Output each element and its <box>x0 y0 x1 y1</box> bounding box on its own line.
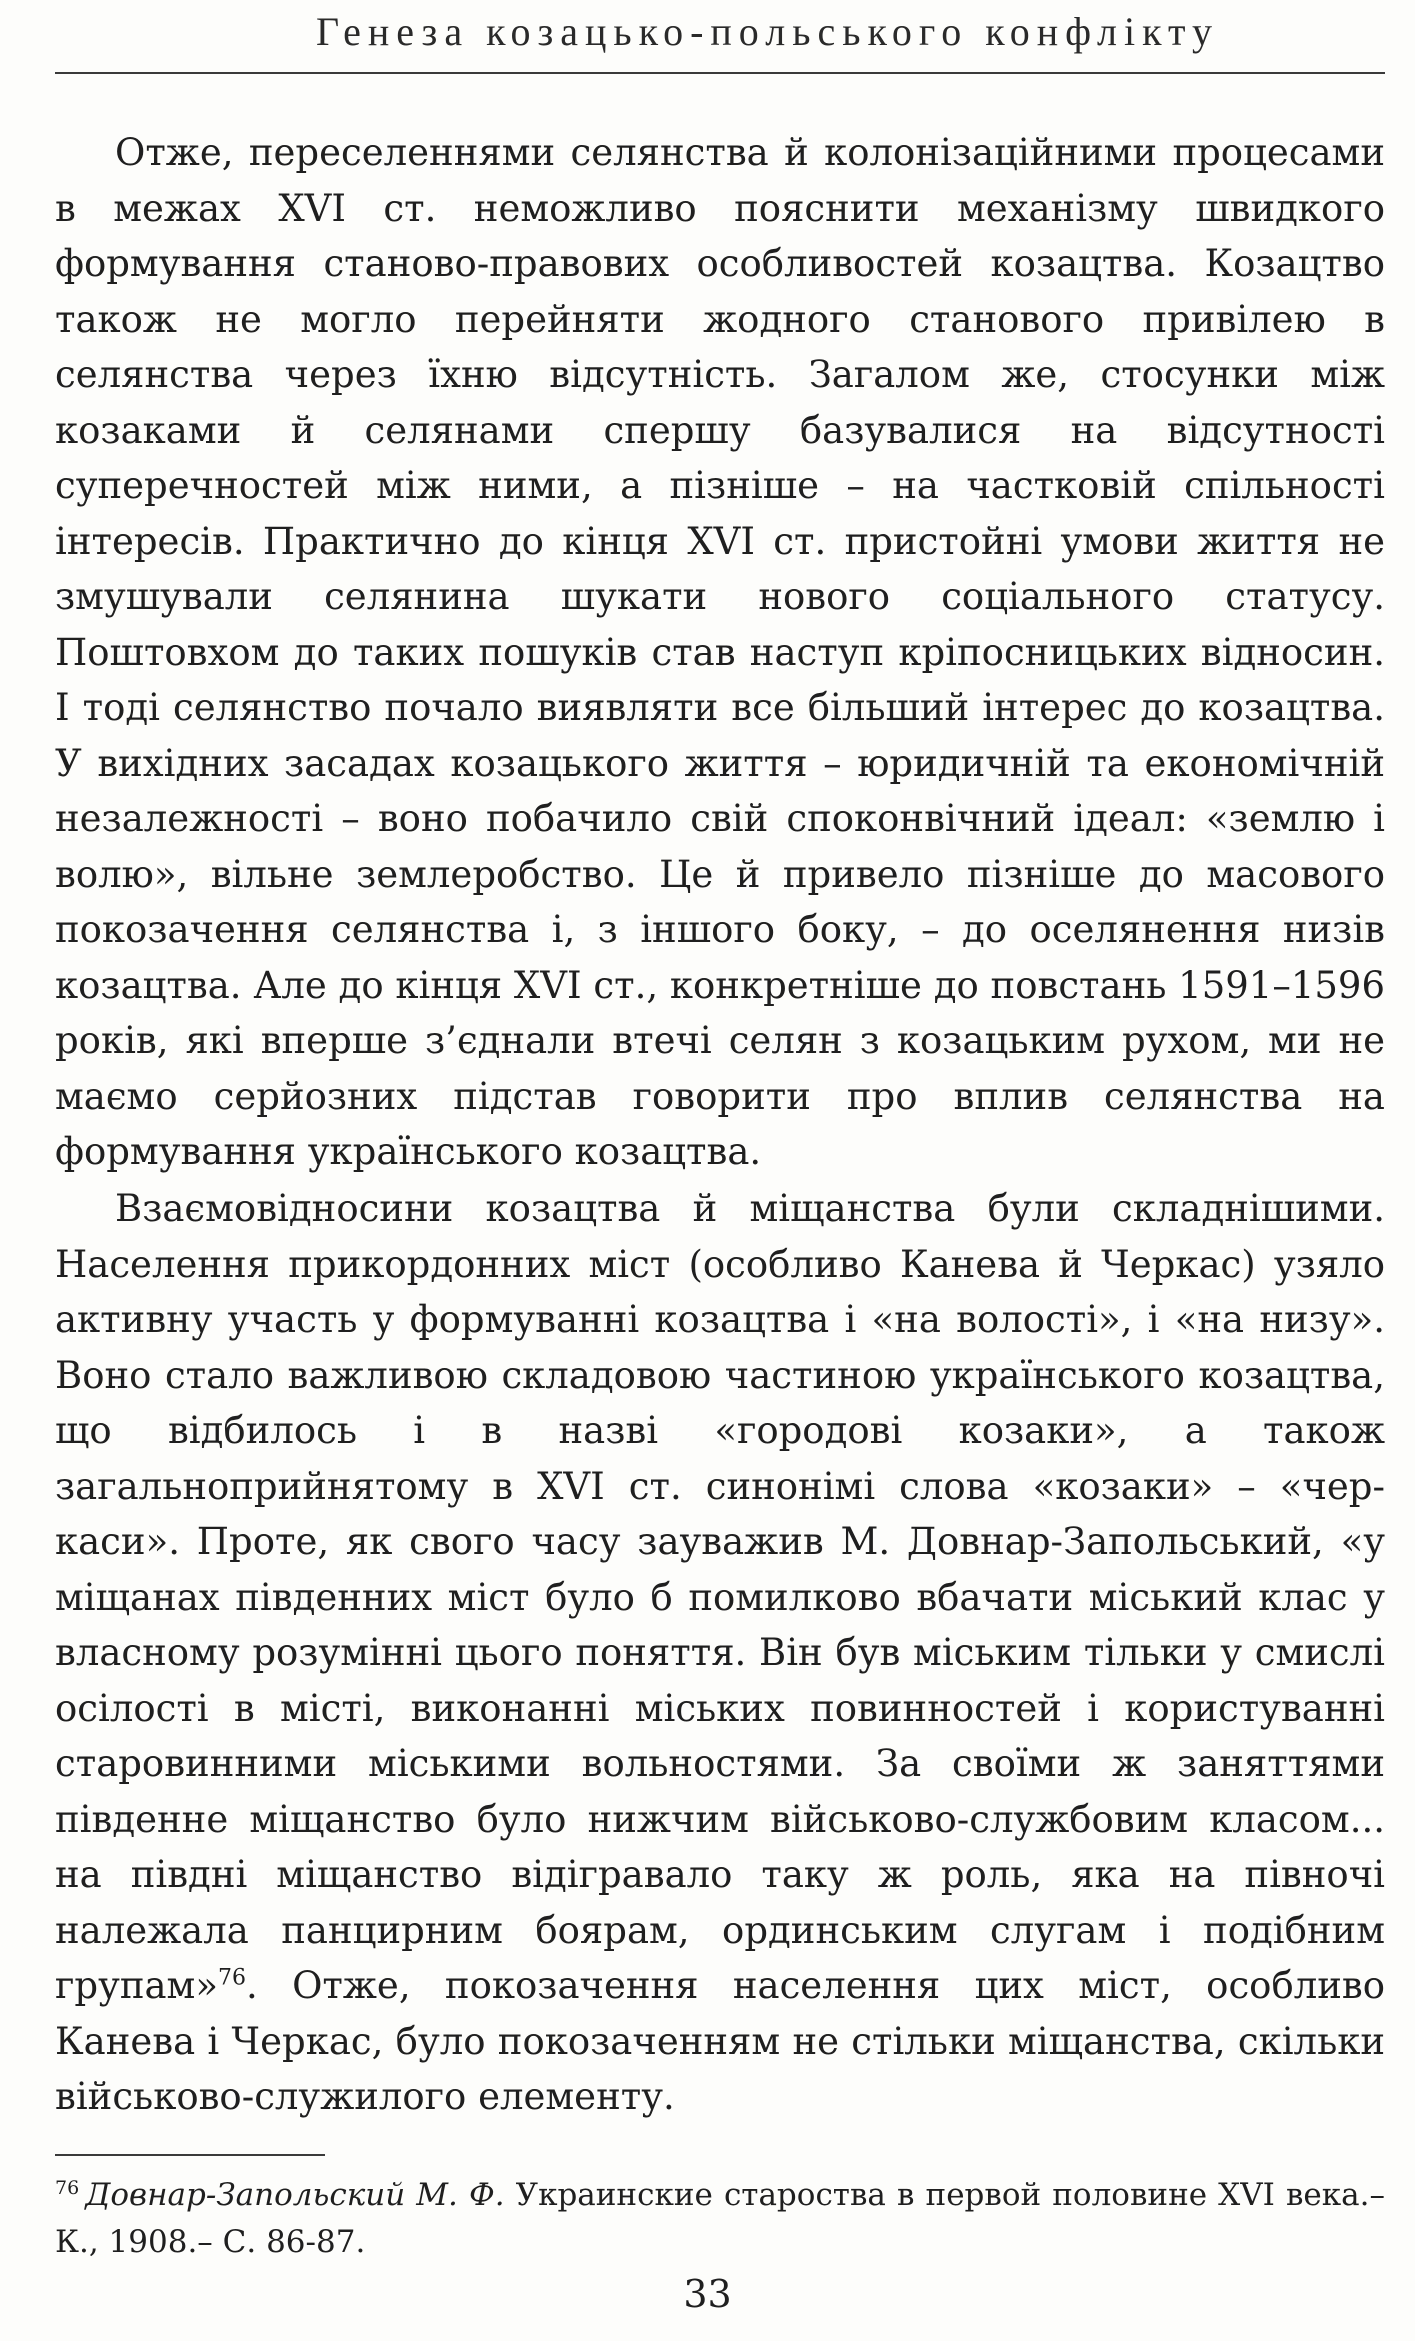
running-header-title: Генеза козацько-польського конфлікту <box>316 9 1219 54</box>
page-number: 33 <box>683 2272 732 2316</box>
footnote-rule <box>55 2154 325 2156</box>
main-text <box>55 125 1385 2125</box>
paragraph-2-text: Взаємовідносини козацтва й міщанства були складнішими. Населення прикордонних міст (особливо Канева й Черкас) узяло активну участь у формуванні козацтва і «на волості», і «на низу». Воно стало важливою складовою частиною українського козацтва, що відбилось і в назві «городові козаки», а також загальноприйнятому в XVI ст. синонімі слова «козаки» – «черкаси». Проте, як свого часу зауважив М. Довнар-Запольський, «у міщанах південних міст було б помилково вбачати міський клас у власному розумінні цього поняття. Він був міським тільки у смислі осілості в місті, виконанні міських повинностей і користуванні старовинними міськими вольностями. За своїми ж заняттями південне міщанство було нижчим військово-службовим класом... на півдні міщанство відігравало таку ж роль, яка на півночі належала панцирним боярам, ординським слугам і подібним групам» <box>55 1187 1385 2007</box>
footnote-author: Довнар-Запольский М. Ф. <box>85 2177 505 2213</box>
header-rule <box>55 72 1385 74</box>
paragraph-1: Отже, переселеннями селянства й колонізаційними процесами в межах XVI ст. неможливо пояснити механізму швидкого формування станово-правових особливостей козацтва. Козацтво також не могло перейняти жодного станового привілею в селянства через їхню відсутність. Загалом же, стосунки між козаками й селянами спершу базувалися на відсутності суперечностей між ними, а пізніше – на частковій спільності інтересів. Практично до кінця XVI ст. пристойні умови життя не змушували селянина шукати нового соціального статусу. Поштовхом до таких пошуків став наступ кріпосницьких відносин. І тоді селянство почало виявляти все більший інтерес до козацтва. У вихідних засадах козацького життя – юридичній та економічній незалежності – воно побачило свій споконвічний ідеал: «землю і волю», вільне землеробство. Це й привело пізніше до масового покозачення селянства і, з іншого боку, – до оселянення низів козацтва. Але до кінця XVI ст., конкретніше до повстань 1591–1596 років, які вперше з’єднали втечі селян з козацьким рухом, ми не маємо серйозних підстав говорити про вплив селянства на формування українського козацтва. <box>55 131 1385 1173</box>
footnote-76 <box>55 2172 1385 2266</box>
footnote-citation: Украинские староства в первой половине XVI века.– К., 1908.– С. 86-87. <box>55 2177 1385 2260</box>
footnote-reference-76[interactable]: 76 <box>217 1965 246 1991</box>
paragraph-2-tail: . Отже, покозачення населення цих міст, особливо Канева і Черкас, було покозаченням не стільки міщанства, скільки військово-служилого елементу. <box>55 1964 1385 2118</box>
paragraph-2 <box>55 1181 1385 2125</box>
footnote-number: 76 <box>55 2176 80 2199</box>
